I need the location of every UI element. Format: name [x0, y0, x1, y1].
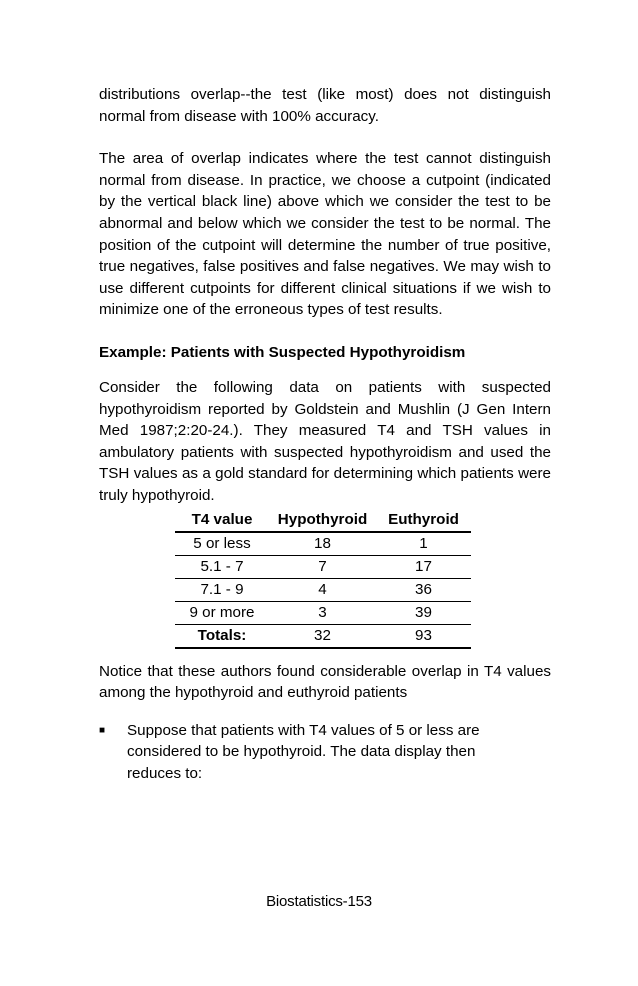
- table-cell: 9 or more: [175, 601, 269, 624]
- bullet-item: [99, 720, 551, 785]
- table-row: [175, 578, 471, 601]
- paragraph-overlap-notice: Notice that these authors found considerable overlap in T4 values among the hypothyroid and euthyroid patients: [99, 662, 551, 702]
- table-cell: 4: [269, 578, 376, 601]
- page-content: [99, 84, 551, 784]
- column-header-hypothyroid: Hypothyroid: [269, 509, 376, 532]
- table-header-row: [175, 509, 471, 532]
- section-heading: Example: Patients with Suspected Hypothyroidism: [99, 343, 466, 361]
- table-totals-row: [175, 624, 471, 648]
- paragraph-cutpoint: The area of overlap indicates where the test cannot distinguish normal from disease. In practice, we choose a cutpoint (indicated by the vertical black line) above which we consider the test to be abnormal and below which we consider the test to be normal. The position of the cutpoint will determine the number of true positive, true negatives, false positives and false negatives. We may wish to use different cutpoints for different clinical situations if we wish to minimize one of the erroneous types of test results.: [99, 150, 551, 319]
- table-row: [175, 555, 471, 578]
- totals-euthyroid: 93: [376, 624, 471, 648]
- table-cell: 5 or less: [175, 532, 269, 556]
- table-cell: 36: [376, 578, 471, 601]
- page-footer: Biostatistics-153: [266, 893, 372, 910]
- table-cell: 39: [376, 601, 471, 624]
- table-cell: 1: [376, 532, 471, 556]
- totals-label: Totals:: [175, 624, 269, 648]
- paragraph-overlap: distributions overlap--the test (like most) does not distinguish normal from disease with 100% accuracy.: [99, 86, 551, 125]
- bullet-text: Suppose that patients with T4 values of 5 or less are considered to be hypothyroid. The data display then reduces to:: [127, 721, 480, 782]
- totals-hypothyroid: 32: [269, 624, 376, 648]
- column-header-euthyroid: Euthyroid: [376, 509, 471, 532]
- table-cell: 3: [269, 601, 376, 624]
- square-bullet-icon: ■: [99, 724, 106, 736]
- paragraph-example-data: Consider the following data on patients with suspected hypothyroidism reported by Goldstein and Mushlin (J Gen Intern Med 1987;2:20-24.). They measured T4 and TSH values in ambulatory patients with suspected hypothyroidism and used the TSH values as a gold standard for determining which patients were truly hypothyroid.: [99, 378, 551, 504]
- table-row: [175, 601, 471, 624]
- table-cell: 7: [269, 555, 376, 578]
- table-cell: 5.1 - 7: [175, 555, 269, 578]
- column-header-t4-value: T4 value: [175, 509, 269, 532]
- table-cell: 18: [269, 532, 376, 556]
- table-row: [175, 532, 471, 556]
- t4-data-table: [175, 509, 471, 649]
- table-cell: 17: [376, 555, 471, 578]
- table-cell: 7.1 - 9: [175, 578, 269, 601]
